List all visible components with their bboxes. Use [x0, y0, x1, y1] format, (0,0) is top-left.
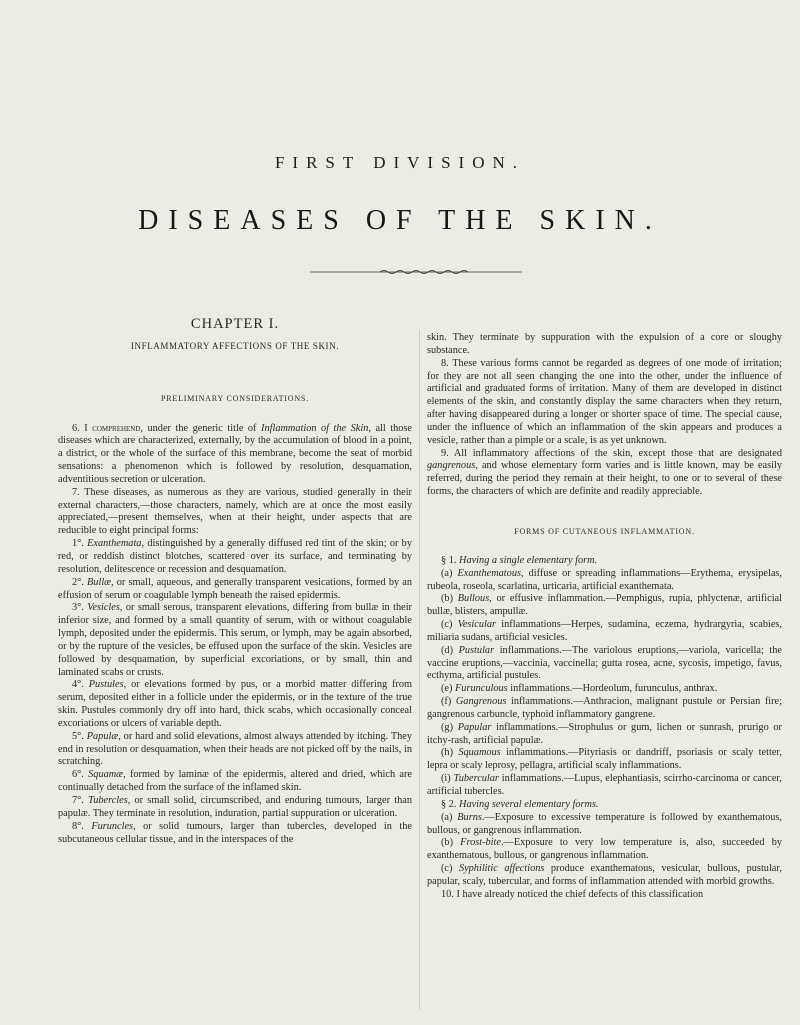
form-item-2: 2°. Bullæ, or small, aqueous, and generally transparent vesications, formed by an effusion of serum or coagulable lymph beneath the raised epidermis.	[58, 576, 412, 601]
subsection-2: § 2. Having several elementary forms.	[441, 798, 599, 810]
form-item-4: 4°. Pustules, or elevations formed by pus, or a morbid matter differing from serum, deposited either in a follicle under the epidermis, or in the texture of the true skin. Pustules commonly dry off into hard, thick scabs, which occasionally conceal excoriations or ulcers of variable depth.	[58, 679, 413, 729]
class-2c: (c) Syphilitic affections produce exanthematous, vesicular, bullous, pustular, papular, scaly, tubercular, and forms of inflammation attended with morbid growths.	[427, 863, 782, 887]
class-a: (a) Exanthematous, diffuse or spreading inflammations—Erythema, erysipelas, rubeola, roseola, scarlatina, urticaria, artificial exanthemata.	[427, 567, 782, 592]
form-item-7: 7°. Tubercles, or small solid, circumscribed, and enduring tumours, larger than papulæ. They terminate in resolution, induration, partial suppuration or ulceration.	[58, 795, 412, 819]
continued-paragraph: skin. They terminate by suppuration with the expulsion of a core or sloughy substance.	[427, 332, 782, 356]
paragraph-7: 7. These diseases, as numerous as they are various, studied generally in their external characters,—those characters, namely, which are at once the most easily appreciated,—present themselves, when at their height, under aspects that are reducible to eight principal forms:	[58, 486, 412, 537]
form-item-6: 6°. Squamæ, formed by laminæ of the epidermis, altered and dried, which are continually detached from the surface of the inflamed skin.	[58, 769, 412, 794]
class-h: (h) Squamous inflammations.—Pityriasis or dandriff, psoriasis or scaly tetter, lepra or scaly leprosy, pellagra, artificial scaly inflammations.	[427, 747, 782, 772]
subsection-1: § 1. Having a single elementary form.	[441, 554, 598, 566]
ornamental-rule	[310, 266, 522, 278]
class-c: (c) Vesicular inflammations—Herpes, sudamina, eczema, hydrargyria, scabies, miliaria sudans, artificial vesicles.	[427, 619, 782, 643]
form-item-1: 1°. Exanthemata, distinguished by a generally diffused red tint of the skin; or by red, or reddish distinct blotches, scattered over its surface, and terminating by resolution, delitescence or recession and desquamation.	[58, 538, 412, 575]
form-item-5: 5°. Papulæ, or hard and solid elevations, almost always attended by itching. They end in resolution or desquamation, when their heads are not picked off by the nails, in scratching.	[58, 730, 412, 768]
class-e: (e) Furunculous inflammations.—Hordeolum, furunculus, anthrax.	[441, 683, 718, 695]
class-i: (i) Tubercular inflammations.—Lupus, elephantiasis, scirrho-carcinoma or cancer, artificial tubercles.	[427, 773, 782, 797]
form-item-8: 8°. Furuncles, or solid tumours, larger than tubercles, developed in the subcutaneous cellular tissue, and in the interspaces of the	[58, 820, 412, 845]
section-heading-forms: FORMS OF CUTANEOUS INFLAMMATION.	[514, 526, 695, 536]
left-column	[58, 318, 412, 846]
class-b: (b) Bullous, or effusive inflammation.—Pemphigus, rupia, phlyctenæ, artificial bullæ, blisters, ampullæ.	[427, 593, 782, 618]
class-2a: (a) Burns.—Exposure to excessive temperature is followed by exanthematous, bullous, or gangrenous inflammation.	[427, 811, 782, 836]
column-divider	[419, 330, 420, 1010]
class-2b: (b) Frost-bite.—Exposure to very low temperature is, also, succeeded by exanthematous, bullous, or gangrenous inflammation.	[427, 837, 782, 862]
class-f: (f) Gangrenous inflammations.—Anthracion, malignant pustule or Persian fire; gangrenous carbuncle, typhoid inflammatory gangrene.	[427, 696, 782, 720]
chapter-title: CHAPTER I.	[190, 316, 280, 332]
class-g: (g) Papular inflammations.—Strophulus or gum, lichen or sunrash, prurigo or itchy-rash, artificial papulæ.	[427, 721, 782, 746]
paragraph-10: 10. I have already noticed the chief defects of this classification	[441, 888, 704, 900]
paragraph-9: 9. All inflammatory affections of the skin, except those that are designated gangrenous, and whose elementary form varies and is little known, may be easily referred, during the period they remain at their height, to one or to several of these forms, the characters of which are definite and readily appreciable.	[427, 447, 782, 498]
section-heading-preliminary: PRELIMINARY CONSIDERATIONS.	[161, 393, 309, 403]
class-d: (d) Pustular inflammations.—The variolous eruptions,—variola, varicella; the vaccine eruptions,—vaccinia, vaccinella; gutta rosea, acne, sycosis, impetigo, favus, ecthyma, artificial pustules.	[427, 644, 782, 682]
right-column	[427, 332, 782, 902]
form-item-3: 3°. Vesicles, or small serous, transparent elevations, differing from bullæ in their inferior size, and formed by a small quantity of serum, with or without coagulable lymph, deposited under the epidermis. This serum, or lymph, may be again absorbed, or by the rupture of the vesicles, be effused upon the surface of the skin. Vesicles are followed by desquamation, by superficial excoriations, or by small, thin and laminated scabs or crusts.	[58, 602, 412, 678]
main-heading: DISEASES OF THE SKIN.	[138, 205, 662, 236]
part-heading: FIRST DIVISION.	[274, 153, 526, 172]
paragraph-8: 8. These various forms cannot be regarded as degrees of one mode of irritation; for they are not all seen changing the one into the other, under the influence of artificial and graduated forms of irritation. Many of them are developed in distinct elements of the skin, and constantly display the same characters when they return, after having disappeared during a longer or shorter space of time. The special cause, under the influence of which an inflammation of the skin appears and produces a vesicle, rather than a pimple or a scale, is as yet unknown.	[427, 357, 782, 446]
paragraph-6: 6. I comprehend, under the generic title of Inflammation of the Skin, all those diseases which are characterized, externally, by the accumulation of blood in a point, a district, or the whole of the surface of this membrane, become the seat of morbid sensations: a phenomenon which is followed by resolution, desquamation, adventitious secretion or ulceration.	[58, 422, 413, 485]
chapter-subtitle: INFLAMMATORY AFFECTIONS OF THE SKIN.	[130, 340, 340, 351]
